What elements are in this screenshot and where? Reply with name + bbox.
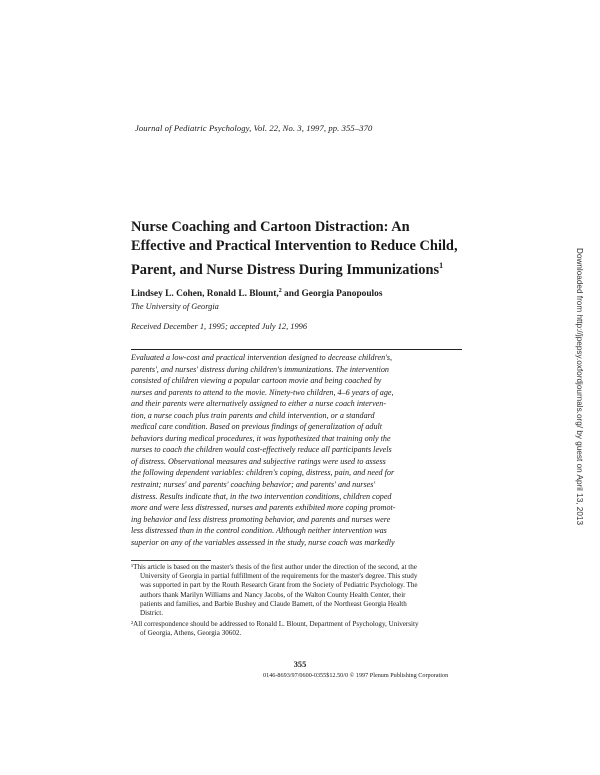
- authors-part-1: Lindsey L. Cohen, Ronald L. Blount,: [131, 289, 279, 300]
- affiliation: The University of Georgia: [131, 302, 219, 311]
- abstract-line: tion, a nurse coach plus train parents and child intervention, or a standard: [131, 410, 375, 420]
- abstract-line: parents', and nurses' distress during children's immunizations. The intervention: [131, 364, 389, 374]
- abstract-line: nurses and parents to attend to the movie. Ninety-two children, 4–6 years of age,: [131, 387, 394, 397]
- download-watermark[interactable]: [573, 248, 587, 718]
- page-number: 355: [293, 660, 307, 669]
- abstract-line: consisted of children viewing a popular cartoon movie and being coached by: [131, 376, 382, 386]
- title-line-text: Parent, and Nurse Distress During Immunizations: [131, 261, 440, 278]
- footnote-line: ²All correspondence should be addressed to Ronald L. Blount, Department of Psychology, University: [131, 620, 419, 629]
- title-line: Effective and Practical Intervention to Reduce Child,: [131, 238, 458, 254]
- footnote-line: ¹This article is based on the master's thesis of the first author under the direction of the second, at the: [131, 563, 417, 571]
- title-line: [131, 256, 461, 280]
- received-dates: Received December 1, 1995; accepted July 12, 1996: [131, 322, 308, 331]
- footnote-line: patients and families, and Barbie Bushey and Claude Bamett, of the Northeast Georgia Health: [140, 599, 407, 608]
- abstract-line: the following dependent variables: children's coping, distress, pain, and need for: [131, 468, 395, 478]
- abstract-line: less distressed than in the control condition. Although neither intervention was: [131, 526, 387, 536]
- author-footnote-mark: 2: [278, 288, 282, 294]
- abstract-line: and their parents were alternatively assigned to either a nurse coach interven-: [131, 399, 387, 409]
- download-watermark-text[interactable]: Downloaded from http://jpepsy.oxfordjournals.org/ by guest on April 13, 2013: [575, 248, 584, 526]
- footnote-line: authors thank Marilyn Williams and Nancy Jacobs, of the Walton County Health Center, their: [140, 590, 406, 599]
- abstract-line: medical care condition. Based on previous findings of generalization of adult: [131, 422, 383, 432]
- footnote-line: University of Georgia in partial fulfillment of the requirements for the master's degree. This study: [140, 572, 418, 581]
- footnote-line: of Georgia, Athens, Georgia 30602.: [140, 629, 242, 638]
- authors-part-2: and Georgia Panopoulos: [281, 289, 383, 300]
- article-title: [131, 218, 461, 280]
- abstract-line: restraint; nurses' and parents' coaching behavior; and parents' and nurses': [131, 480, 376, 490]
- title-footnote-mark: 1: [439, 261, 444, 270]
- journal-header: Journal of Pediatric Psychology, Vol. 22, No. 3, 1997, pp. 355–370: [135, 123, 373, 133]
- footnote-line: District.: [140, 609, 164, 618]
- footnote-divider: [131, 560, 211, 561]
- abstract: [131, 349, 462, 548]
- abstract-line: superior on any of the variables assessed in the study, nurse coach was markedly: [131, 537, 395, 547]
- abstract-line: ing behavior and less distress promoting behavior, and parents and nurses were: [131, 514, 391, 524]
- author-list: [131, 288, 383, 299]
- copyright-line: 0146-8693/97/0600-0355$12.50/0 © 1997 Plenum Publishing Corporation: [263, 672, 449, 679]
- title-line: Nurse Coaching and Cartoon Distraction: An: [131, 219, 410, 235]
- abstract-line: behaviors during medical procedures, it was hypothesized that training only the: [131, 433, 391, 443]
- abstract-line: Evaluated a low-cost and practical intervention designed to decrease children's,: [131, 353, 393, 362]
- footnotes: [131, 563, 465, 639]
- footnote-line: was supported in part by the Routh Research Grant from the Society of Pediatric Psychology. The: [140, 581, 418, 590]
- abstract-line: more and were less distressed, nurses and parents exhibited more coping promot-: [131, 503, 396, 513]
- abstract-line: nurses to coach the children would cost-effectively reduce all participants levels: [131, 445, 392, 455]
- abstract-line: distress. Results indicate that, in the two intervention conditions, children coped: [131, 491, 392, 501]
- abstract-line: of distress. Observational measures and subjective ratings were used to assess: [131, 456, 386, 466]
